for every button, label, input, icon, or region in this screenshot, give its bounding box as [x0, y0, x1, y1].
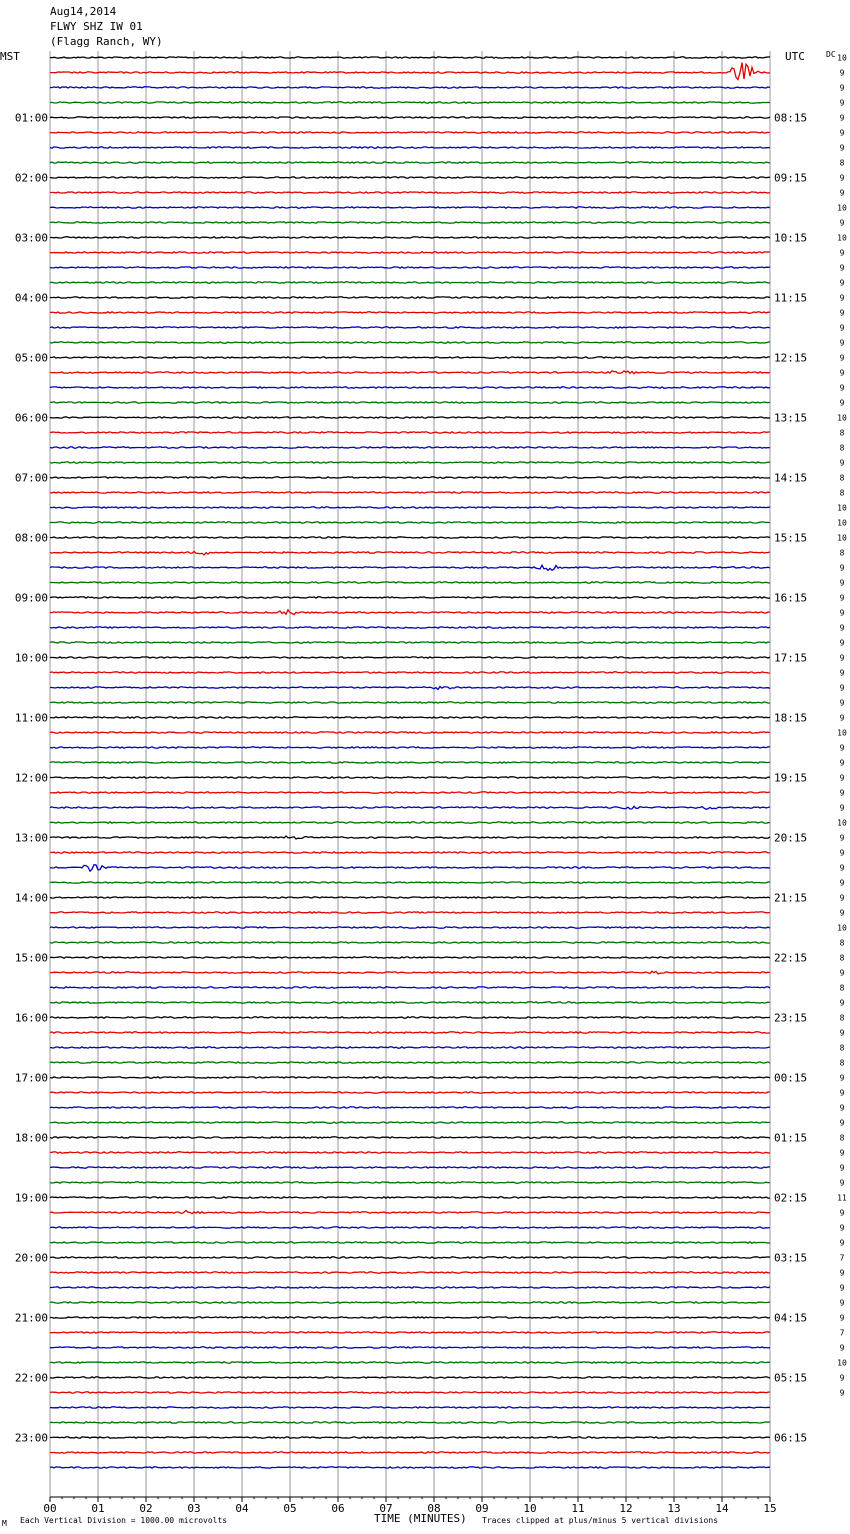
trace-line-16 [50, 297, 770, 298]
trace-line-88 [50, 1377, 770, 1378]
trace-line-38 [50, 627, 770, 628]
right-hour-label: 16:15 [774, 591, 808, 605]
dc-offset-label: 9 [839, 128, 845, 138]
trace-line-30 [50, 507, 770, 508]
trace-line-23 [50, 402, 770, 403]
dc-offset-label: 9 [839, 143, 845, 153]
trace-line-64 [50, 1017, 770, 1018]
dc-offset-label: 9 [839, 83, 845, 93]
trace-line-94 [50, 1467, 770, 1468]
x-axis-title: TIME (MINUTES) [374, 1512, 467, 1525]
dc-offset-label: 9 [839, 1088, 845, 1098]
right-hour-label: 11:15 [774, 291, 808, 305]
trace-line-62 [50, 987, 770, 988]
trace-line-50 [50, 806, 770, 809]
trace-line-84 [50, 1317, 770, 1318]
x-tick-label-06: 06 [331, 1502, 345, 1515]
right-hour-label: 05:15 [774, 1371, 808, 1385]
dc-offset-label: 9 [839, 668, 845, 678]
dc-offset-label: 9 [839, 353, 845, 363]
trace-line-87 [50, 1362, 770, 1363]
trace-line-14 [50, 267, 770, 268]
dc-offset-label: 9 [839, 1313, 845, 1323]
left-hour-label: 05:00 [14, 351, 48, 365]
dc-offset-label: 9 [839, 968, 845, 978]
trace-line-2 [50, 87, 770, 88]
left-hour-label: 23:00 [14, 1431, 48, 1445]
trace-line-11 [50, 222, 770, 223]
trace-line-91 [50, 1422, 770, 1423]
dc-offset-label: 9 [839, 1163, 845, 1173]
trace-line-58 [50, 927, 770, 928]
left-hour-label: 17:00 [14, 1071, 48, 1085]
trace-line-18 [50, 327, 770, 328]
left-hour-label: 16:00 [14, 1011, 48, 1025]
trace-line-63 [50, 1002, 770, 1003]
dc-offset-label: 8 [839, 983, 845, 993]
trace-line-67 [50, 1062, 770, 1063]
dc-offset-label: 9 [839, 863, 845, 873]
left-hour-label: 13:00 [14, 831, 48, 845]
dc-offset-label: 9 [839, 458, 845, 468]
dc-offset-label: 9 [839, 1238, 845, 1248]
dc-offset-label: 9 [839, 848, 845, 858]
trace-lines [50, 57, 770, 1468]
dc-offset-label: 11 [837, 1193, 847, 1203]
left-hour-label: 21:00 [14, 1311, 48, 1325]
x-tick-label-13: 13 [667, 1502, 681, 1515]
right-hour-label: 21:15 [774, 891, 808, 905]
right-hour-label: 08:15 [774, 111, 808, 125]
trace-line-8 [50, 177, 770, 178]
trace-line-41 [50, 672, 770, 673]
dc-offset-label: 9 [839, 188, 845, 198]
right-hour-label: 09:15 [774, 171, 808, 185]
dc-offset-label: 9 [839, 743, 845, 753]
dc-offset-label: 10 [837, 53, 847, 63]
x-tick-label-11: 11 [571, 1502, 585, 1515]
x-tick-label-02: 02 [139, 1502, 153, 1515]
dc-offset-label: 9 [839, 773, 845, 783]
dc-offset-label: 9 [839, 593, 845, 603]
trace-line-27 [50, 462, 770, 463]
dc-offset-label: 8 [839, 1058, 845, 1068]
dc-offset-label: 9 [839, 758, 845, 768]
right-hour-label: 22:15 [774, 951, 808, 965]
trace-line-26 [50, 447, 770, 448]
trace-line-25 [50, 432, 770, 433]
dc-offset-label: 8 [839, 1013, 845, 1023]
x-tick-label-09: 09 [475, 1502, 489, 1515]
dc-offset-label: 10 [837, 818, 847, 828]
dc-offset-label: 9 [839, 608, 845, 618]
trace-line-75 [50, 1182, 770, 1183]
x-tick-label-03: 03 [187, 1502, 201, 1515]
trace-line-17 [50, 312, 770, 313]
date-label: Aug14,2014 [50, 5, 117, 18]
trace-line-15 [50, 282, 770, 283]
trace-line-7 [50, 162, 770, 163]
dc-offset-label: 8 [839, 548, 845, 558]
right-hour-label: 12:15 [774, 351, 808, 365]
x-tick-label-00: 00 [43, 1502, 57, 1515]
trace-line-33 [50, 551, 770, 555]
dc-offset-label: 9 [839, 788, 845, 798]
x-tick-label-01: 01 [91, 1502, 105, 1515]
dc-offset-label: 9 [839, 1298, 845, 1308]
trace-line-20 [50, 357, 770, 358]
dc-offset-label: 9 [839, 98, 845, 108]
dc-offset-label: 9 [839, 368, 845, 378]
dc-offset-label: 9 [839, 698, 845, 708]
dc-offset-label: 9 [839, 293, 845, 303]
trace-line-19 [50, 342, 770, 343]
trace-line-42 [50, 687, 770, 690]
trace-line-44 [50, 717, 770, 718]
dc-offset-label: 9 [839, 998, 845, 1008]
dc-offset-label: 8 [839, 443, 845, 453]
dc-offset-label: 9 [839, 1268, 845, 1278]
trace-line-22 [50, 387, 770, 388]
right-hour-label: 15:15 [774, 531, 808, 545]
trace-line-83 [50, 1302, 770, 1303]
dc-offset-label: 10 [837, 1358, 847, 1368]
dc-offset-label: 9 [839, 218, 845, 228]
trace-line-49 [50, 792, 770, 793]
dc-offset-label: 8 [839, 488, 845, 498]
dc-offset-label: 9 [839, 623, 845, 633]
dc-offset-label: 10 [837, 923, 847, 933]
trace-line-81 [50, 1272, 770, 1273]
dc-offset-label: 7 [839, 1253, 845, 1263]
dc-offset-label: 9 [839, 1178, 845, 1188]
trace-line-56 [50, 897, 770, 898]
dc-offset-label: 9 [839, 263, 845, 273]
dc-offset-label: 9 [839, 1373, 845, 1383]
dc-offset-label: 8 [839, 473, 845, 483]
trace-line-24 [50, 417, 770, 418]
right-hour-label: 10:15 [774, 231, 808, 245]
right-hour-label: 18:15 [774, 711, 808, 725]
left-hour-label: 06:00 [14, 411, 48, 425]
x-tick-label-07: 07 [379, 1502, 393, 1515]
dc-offset-label: 9 [839, 908, 845, 918]
dc-offset-label: 10 [837, 503, 847, 513]
trace-line-65 [50, 1032, 770, 1033]
trace-line-48 [50, 777, 770, 778]
x-tick-label-10: 10 [523, 1502, 537, 1515]
x-tick-label-05: 05 [283, 1502, 297, 1515]
trace-line-80 [50, 1257, 770, 1258]
trace-line-71 [50, 1122, 770, 1123]
right-hour-label: 03:15 [774, 1251, 808, 1265]
trace-line-37 [50, 610, 770, 615]
trace-line-12 [50, 237, 770, 238]
dc-offset-label: 9 [839, 248, 845, 258]
dc-offset-label: 9 [839, 1148, 845, 1158]
trace-line-57 [50, 912, 770, 913]
left-hour-label: 07:00 [14, 471, 48, 485]
trace-line-35 [50, 582, 770, 583]
trace-line-55 [50, 882, 770, 883]
trace-line-61 [50, 971, 770, 974]
dc-offset-label: 9 [839, 308, 845, 318]
trace-line-78 [50, 1227, 770, 1228]
trace-line-43 [50, 702, 770, 703]
left-hour-label: 03:00 [14, 231, 48, 245]
left-hour-label: 11:00 [14, 711, 48, 725]
location-label: (Flagg Ranch, WY) [50, 35, 163, 48]
dc-offset-label: 8 [839, 158, 845, 168]
trace-line-60 [50, 957, 770, 958]
dc-offset-label: 9 [839, 683, 845, 693]
trace-line-32 [50, 537, 770, 538]
right-hour-label: 17:15 [774, 651, 808, 665]
dc-offset-label: 9 [839, 1283, 845, 1293]
trace-line-79 [50, 1242, 770, 1243]
trace-line-52 [50, 836, 770, 839]
dc-offset-label: 8 [839, 428, 845, 438]
left-hour-label: 22:00 [14, 1371, 48, 1385]
trace-line-31 [50, 522, 770, 523]
right-hour-label: 19:15 [774, 771, 808, 785]
trace-line-46 [50, 747, 770, 748]
trace-line-51 [50, 822, 770, 823]
dc-offset-label: 8 [839, 953, 845, 963]
trace-line-36 [50, 597, 770, 598]
trace-line-82 [50, 1287, 770, 1288]
dc-offset-label: 9 [839, 113, 845, 123]
trace-line-77 [50, 1211, 770, 1214]
left-hour-label: 02:00 [14, 171, 48, 185]
corner-mark: M [2, 1519, 7, 1528]
dc-offset-label: 9 [839, 653, 845, 663]
x-tick-label-08: 08 [427, 1502, 441, 1515]
dc-offset-label: 9 [839, 383, 845, 393]
trace-line-0 [50, 57, 770, 58]
x-tick-label-14: 14 [715, 1502, 729, 1515]
x-tick-label-15: 15 [763, 1502, 777, 1515]
dc-offset-label: 9 [839, 563, 845, 573]
dc-offset-label: 9 [839, 323, 845, 333]
left-timezone-label: MST [0, 50, 20, 63]
dc-offset-label: 9 [839, 578, 845, 588]
dc-offset-label: 10 [837, 203, 847, 213]
right-hour-label: 04:15 [774, 1311, 808, 1325]
trace-line-53 [50, 852, 770, 853]
dc-offset-label: 9 [839, 338, 845, 348]
left-hour-label: 10:00 [14, 651, 48, 665]
trace-line-90 [50, 1407, 770, 1408]
dc-offset-label: 9 [839, 1223, 845, 1233]
trace-line-86 [50, 1347, 770, 1348]
dc-offset-label: 9 [839, 638, 845, 648]
trace-line-66 [50, 1047, 770, 1048]
station-label: FLWY SHZ IW 01 [50, 20, 143, 33]
dc-label: DC [826, 50, 836, 59]
trace-line-5 [50, 132, 770, 133]
right-hour-label: 14:15 [774, 471, 808, 485]
trace-line-4 [50, 117, 770, 118]
right-hour-label: 13:15 [774, 411, 808, 425]
left-hour-label: 18:00 [14, 1131, 48, 1145]
dc-offset-label: 9 [839, 878, 845, 888]
scale-note: Each Vertical Division = 1000.00 microvolts [20, 1516, 228, 1525]
trace-line-69 [50, 1092, 770, 1093]
dc-offset-label: 8 [839, 1043, 845, 1053]
dc-offset-label: 9 [839, 803, 845, 813]
trace-line-73 [50, 1152, 770, 1153]
dc-offset-label: 9 [839, 893, 845, 903]
trace-line-59 [50, 942, 770, 943]
dc-offset-label: 9 [839, 833, 845, 843]
right-hour-label: 23:15 [774, 1011, 808, 1025]
dc-offset-label: 10 [837, 533, 847, 543]
dc-offset-label: 9 [839, 1343, 845, 1353]
trace-line-10 [50, 207, 770, 208]
trace-line-74 [50, 1167, 770, 1168]
dc-offset-label: 9 [839, 68, 845, 78]
trace-line-85 [50, 1332, 770, 1333]
trace-line-21 [50, 371, 770, 374]
trace-line-93 [50, 1452, 770, 1453]
left-hour-label: 09:00 [14, 591, 48, 605]
trace-line-29 [50, 492, 770, 493]
clip-note: Traces clipped at plus/minus 5 vertical divisions [482, 1516, 719, 1525]
left-hour-label: 04:00 [14, 291, 48, 305]
dc-offset-label: 9 [839, 1118, 845, 1128]
x-tick-label-12: 12 [619, 1502, 633, 1515]
dc-offset-label: 9 [839, 173, 845, 183]
dc-offset-label: 9 [839, 1073, 845, 1083]
dc-offset-label: 10 [837, 728, 847, 738]
left-hour-label: 01:00 [14, 111, 48, 125]
left-hour-label: 20:00 [14, 1251, 48, 1265]
trace-line-89 [50, 1392, 770, 1393]
right-hour-label: 20:15 [774, 831, 808, 845]
left-hour-label: 19:00 [14, 1191, 48, 1205]
dc-offset-label: 9 [839, 398, 845, 408]
trace-line-28 [50, 477, 770, 478]
dc-offset-label: 10 [837, 518, 847, 528]
trace-line-72 [50, 1137, 770, 1138]
right-hour-label: 06:15 [774, 1431, 808, 1445]
dc-offset-label: 9 [839, 1208, 845, 1218]
trace-line-1 [50, 63, 770, 80]
dc-offset-label: 10 [837, 233, 847, 243]
trace-line-6 [50, 147, 770, 148]
dc-offset-label: 9 [839, 713, 845, 723]
dc-offset-label: 7 [839, 1328, 845, 1338]
dc-offset-label: 9 [839, 278, 845, 288]
trace-line-54 [50, 865, 770, 872]
dc-offset-label: 10 [837, 413, 847, 423]
dc-offset-label: 9 [839, 1103, 845, 1113]
right-hour-label: 00:15 [774, 1071, 808, 1085]
dc-offset-label: 9 [839, 1388, 845, 1398]
trace-line-34 [50, 565, 770, 570]
dc-offset-label: 8 [839, 938, 845, 948]
trace-line-47 [50, 762, 770, 763]
trace-line-40 [50, 657, 770, 658]
dc-offset-label: 8 [839, 1133, 845, 1143]
right-timezone-label: UTC [785, 50, 805, 63]
trace-line-13 [50, 252, 770, 253]
left-hour-label: 15:00 [14, 951, 48, 965]
left-hour-label: 08:00 [14, 531, 48, 545]
trace-line-9 [50, 192, 770, 193]
right-hour-label: 02:15 [774, 1191, 808, 1205]
left-hour-label: 12:00 [14, 771, 48, 785]
trace-line-3 [50, 102, 770, 103]
right-hour-label: 01:15 [774, 1131, 808, 1145]
trace-line-39 [50, 642, 770, 643]
trace-line-76 [50, 1197, 770, 1198]
dc-offset-label: 9 [839, 1028, 845, 1038]
trace-line-70 [50, 1107, 770, 1108]
left-hour-label: 14:00 [14, 891, 48, 905]
x-tick-label-04: 04 [235, 1502, 249, 1515]
trace-line-68 [50, 1077, 770, 1078]
trace-line-45 [50, 732, 770, 733]
trace-line-92 [50, 1437, 770, 1438]
